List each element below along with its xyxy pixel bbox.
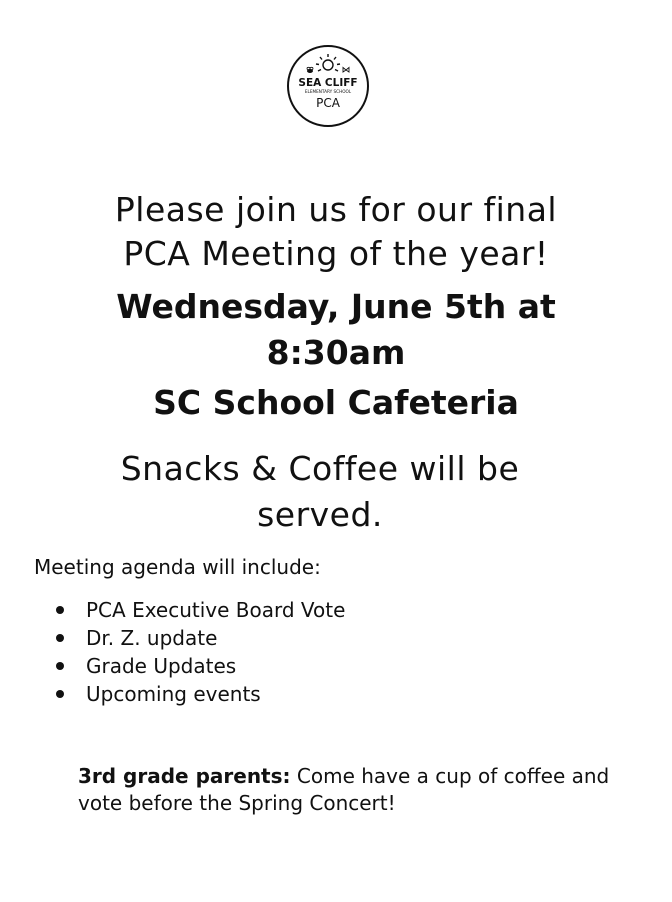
snacks-text [40,446,600,538]
logo-name: SEA CLIFF [298,77,358,89]
snacks-line: served. [257,495,383,534]
agenda-item-label: Upcoming events [86,682,261,706]
intro-text [0,188,672,276]
event-date [0,284,672,376]
intro-line: Please join us for our final [114,190,558,229]
agenda-item-label: PCA Executive Board Vote [86,598,346,622]
school-logo [286,44,370,128]
logo-seal [286,44,370,128]
logo-subtitle: ELEMENTARY SCHOOL [304,89,352,94]
event-location: SC School Cafeteria [153,383,519,422]
bullet-icon [56,662,64,670]
agenda-item [54,652,345,680]
note-text: Come have a cup of coffee and vote before the Spring Concert! [78,764,610,815]
logo-pca: PCA [316,96,340,110]
note-lead: 3rd grade parents: [78,764,291,788]
parent-note [78,763,618,817]
bullet-icon [56,690,64,698]
intro-line: PCA Meeting of the year! [123,234,549,273]
agenda-list [54,596,345,708]
agenda-item [54,596,345,624]
agenda-title: Meeting agenda will include: [34,555,321,579]
agenda-item [54,680,345,708]
agenda-item [54,624,345,652]
event-date-line: Wednesday, June 5th at [116,287,556,326]
snacks-line: Snacks & Coffee will be [120,449,520,488]
event-time-line: 8:30am [266,333,406,372]
agenda-item-label: Dr. Z. update [86,626,218,650]
agenda-item-label: Grade Updates [86,654,237,678]
bullet-icon [56,606,64,614]
bullet-icon [56,634,64,642]
